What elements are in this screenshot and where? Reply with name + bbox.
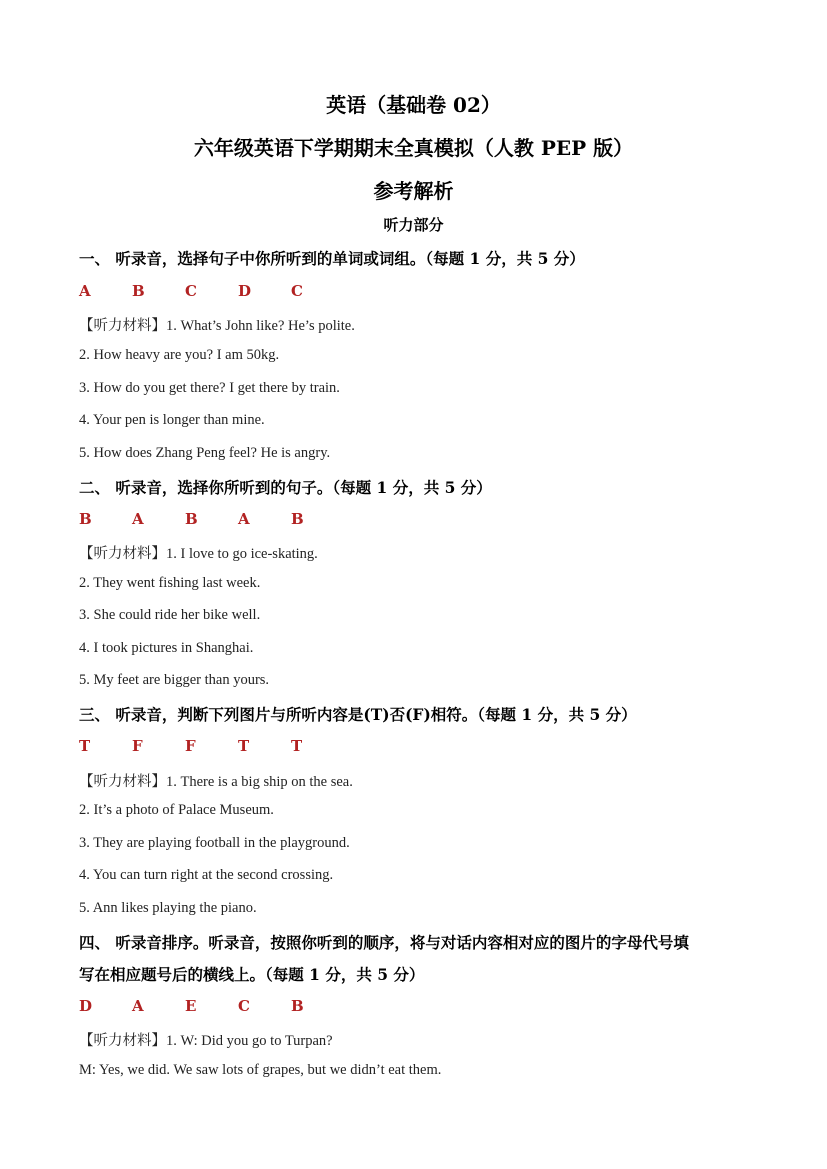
- sub-title: 六年级英语下学期期末全真模拟（人教 PEP 版）: [193, 136, 634, 160]
- answer: B: [132, 282, 145, 300]
- material-line: 2. How heavy are you? I am 50kg.: [79, 347, 280, 363]
- section-2-heading: 二、 听录音，选择你所听到的句子。（每题 1 分，共 5 分）: [79, 478, 492, 497]
- material-tag: 【听力材料】: [79, 774, 166, 790]
- answer: T: [238, 737, 250, 755]
- material-line: 5. Ann likes playing the piano.: [79, 900, 257, 916]
- section-2-answers: [79, 510, 344, 528]
- answer-key-title: 参考解析: [373, 179, 454, 203]
- material-line: [79, 314, 355, 335]
- material-line: [79, 542, 318, 563]
- material-line: 3. They are playing football in the playground.: [79, 835, 350, 851]
- section-4-heading: 四、 听录音排序。听录音，按照你听到的顺序，将与对话内容相对应的图片的字母代号填: [79, 933, 689, 952]
- section-4-heading-cont: 写在相应题号后的横线上。（每题 1 分，共 5 分）: [79, 965, 425, 984]
- material-line: 2. They went fishing last week.: [79, 575, 261, 591]
- material-line: 5. My feet are bigger than yours.: [79, 672, 270, 688]
- answer: B: [291, 510, 304, 528]
- material-line: 2. It’s a photo of Palace Museum.: [79, 802, 274, 818]
- answer: T: [291, 737, 303, 755]
- answer: B: [291, 997, 304, 1015]
- answer: C: [185, 282, 197, 300]
- material-line: 3. She could ride her bike well.: [79, 607, 261, 623]
- answer: A: [79, 282, 91, 300]
- answer: B: [79, 510, 92, 528]
- part-title: 听力部分: [383, 216, 444, 234]
- material-text: 1. There is a big ship on the sea.: [166, 774, 353, 790]
- main-title: 英语（基础卷 02）: [326, 93, 501, 117]
- material-text: 1. I love to go ice-skating.: [166, 546, 318, 562]
- answer: D: [238, 282, 252, 300]
- answer: F: [132, 737, 143, 755]
- answer: A: [132, 510, 144, 528]
- answer: T: [79, 737, 91, 755]
- material-tag: 【听力材料】: [79, 546, 166, 562]
- answer: B: [185, 510, 198, 528]
- material-tag: 【听力材料】: [79, 318, 166, 334]
- material-text: 1. W: Did you go to Turpan?: [166, 1033, 333, 1049]
- answer: F: [185, 737, 196, 755]
- answer: A: [238, 510, 250, 528]
- material-line: M: Yes, we did. We saw lots of grapes, but we didn’t eat them.: [79, 1062, 442, 1078]
- material-line: 5. How does Zhang Peng feel? He is angry.: [79, 445, 331, 461]
- material-line: 3. How do you get there? I get there by train.: [79, 380, 340, 396]
- answer: C: [238, 997, 250, 1015]
- section-4-answers: [79, 997, 344, 1015]
- section-3-answers: [79, 737, 344, 755]
- answer: E: [185, 997, 197, 1015]
- section-1-answers: [79, 282, 344, 300]
- material-line: [79, 1029, 333, 1050]
- material-line: 4. I took pictures in Shanghai.: [79, 640, 254, 656]
- material-line: 4. Your pen is longer than mine.: [79, 412, 265, 428]
- section-3-heading: 三、 听录音，判断下列图片与所听内容是(T)否(F)相符。（每题 1 分，共 5 分）: [79, 705, 637, 724]
- material-line: 4. You can turn right at the second crossing.: [79, 867, 334, 883]
- answer: C: [291, 282, 303, 300]
- answer: A: [132, 997, 144, 1015]
- material-tag: 【听力材料】: [79, 1033, 166, 1049]
- section-1-heading: 一、 听录音，选择句子中你所听到的单词或词组。（每题 1 分，共 5 分）: [79, 249, 585, 268]
- answer: D: [79, 997, 93, 1015]
- material-text: 1. What’s John like? He’s polite.: [166, 318, 355, 334]
- material-line: [79, 770, 353, 791]
